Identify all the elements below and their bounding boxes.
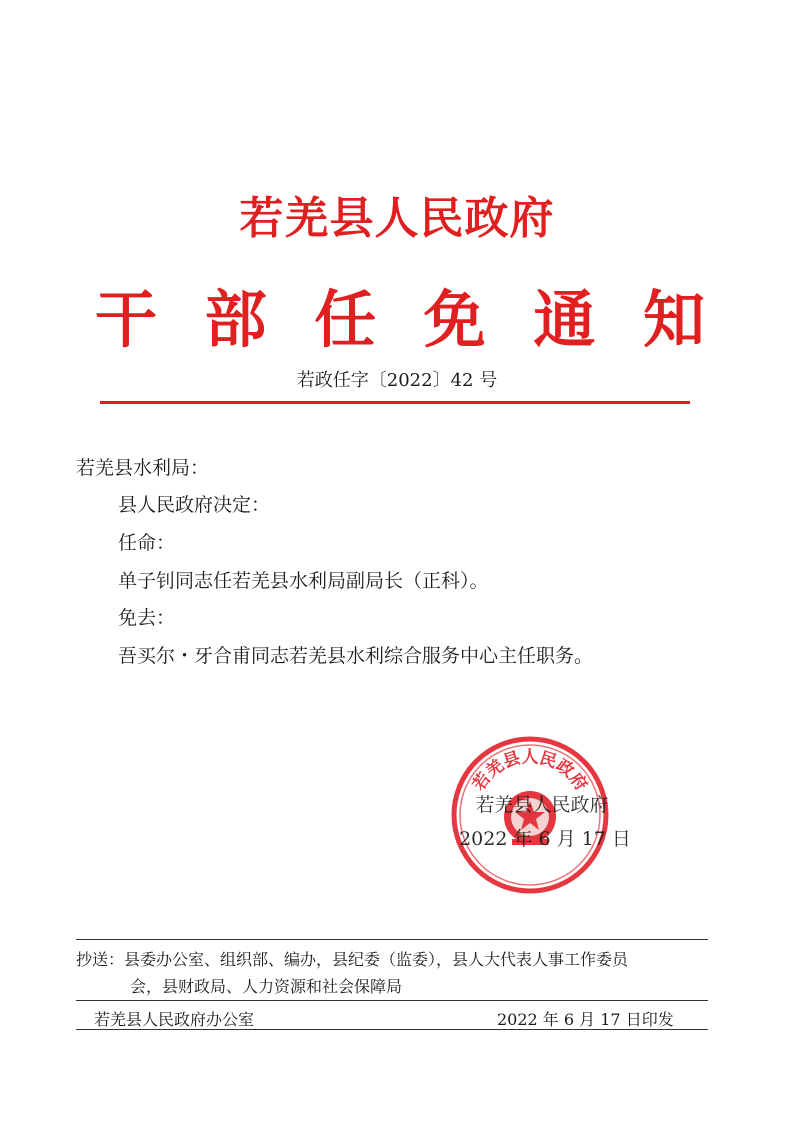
body-line-dismiss-label: 免去： <box>118 607 176 629</box>
document-number: 若政任字〔2022〕42 号 <box>296 370 498 391</box>
title-char: 干 <box>95 283 158 356</box>
signing-organization: 若羌县人民政府 <box>475 794 609 816</box>
body-line-decision: 县人民政府决定： <box>118 494 271 516</box>
footer-top-rule <box>76 939 708 940</box>
title-char: 部 <box>204 283 267 356</box>
issuer-title: 若羌县人民政府 <box>239 193 555 244</box>
red-divider <box>100 401 690 404</box>
footer-bottom-rule <box>76 1029 708 1030</box>
addressee: 若羌县水利局： <box>76 457 210 479</box>
cc-recipients-line2: 会，县财政局、人力资源和社会保障局 <box>130 977 403 996</box>
footer-mid-rule <box>76 1000 708 1001</box>
print-date: 2022 年 6 月 17 日印发 <box>497 1010 674 1029</box>
signing-date: 2022 年 6 月 17 日 <box>459 828 631 850</box>
body-line-dismissal: 吾买尔・牙合甫同志若羌县水利综合服务中心主任职务。 <box>118 645 594 667</box>
title-char: 通 <box>533 283 596 356</box>
seal-text: 若羌县人民政府 <box>469 747 591 795</box>
cc-label: 抄送： <box>76 950 125 969</box>
body-line-appointment: 单子钊同志任若羌县水利局副局长（正科）。 <box>118 570 489 592</box>
title-char: 免 <box>423 283 486 356</box>
cc-block <box>76 946 716 1000</box>
document-title <box>95 270 705 359</box>
title-char: 任 <box>314 283 377 356</box>
issuing-office: 若羌县人民政府办公室 <box>94 1010 255 1029</box>
body-line-appoint-label: 任命： <box>118 532 176 554</box>
cc-recipients-line1: 县委办公室、组织部、编办，县纪委（监委），县人大代表人事工作委员 <box>124 950 629 969</box>
title-char: 知 <box>642 283 705 356</box>
